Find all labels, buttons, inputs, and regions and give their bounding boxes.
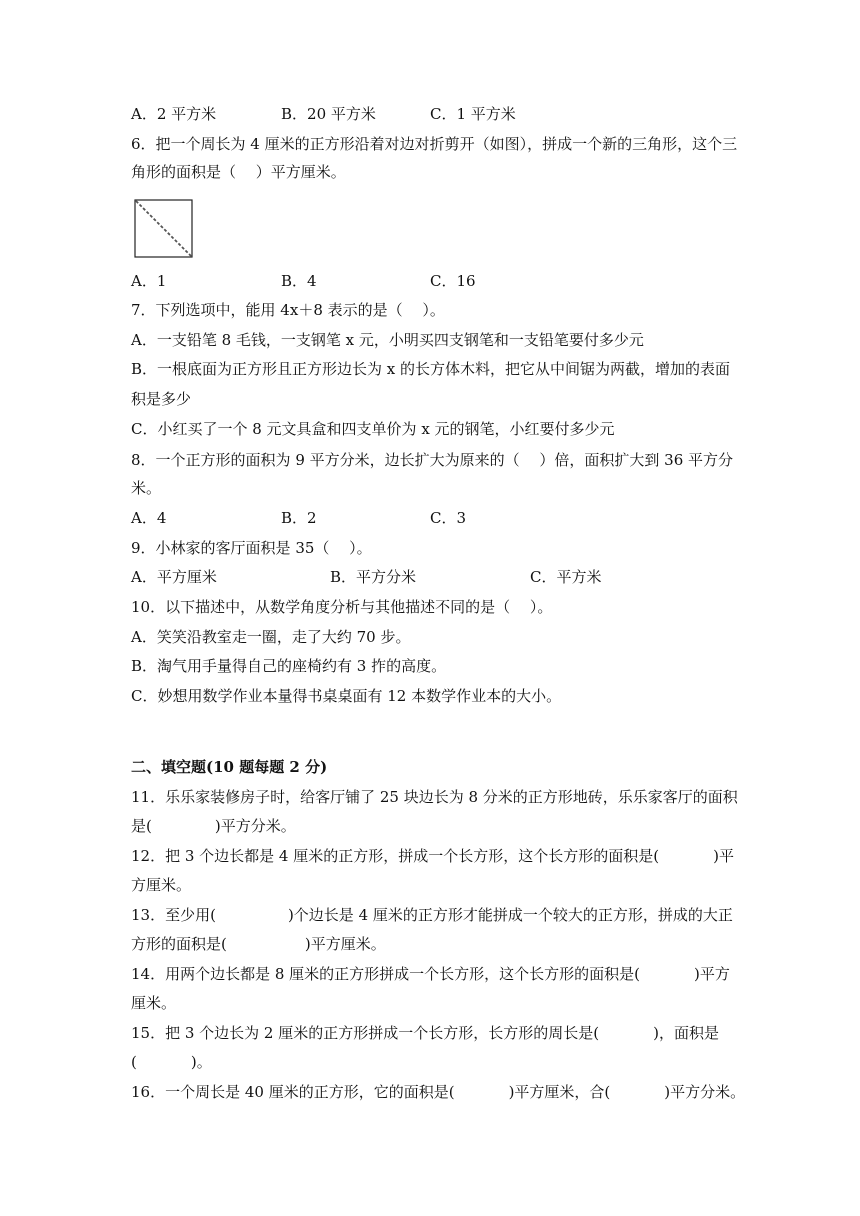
q16-text-a: 16．一个周长是 40 厘米的正方形，它的面积是( [131,1083,455,1101]
q8-option-b: B．2 [281,509,317,527]
cut-diagonal-line [136,201,191,256]
q7-option-b-line2: 积是多少 [131,390,192,408]
q15-text-a: 15．把 3 个边长为 2 厘米的正方形拼成一个长方形，长方形的周长是( [131,1024,600,1042]
q10-option-a: A．笑笑沿教室走一圈，走了大约 70 步。 [131,628,411,646]
folded-square-figure [134,199,194,259]
q5-option-c: C．1 平方米 [430,105,516,123]
q7-option-b-line1: B．一根底面为正方形且正方形边长为 x 的长方体木料，把它从中间锯为两截，增加的表面 [131,360,731,378]
q12-text-a: 12．把 3 个边长都是 4 厘米的正方形，拼成一个长方形，这个长方形的面积是( [131,847,660,865]
q8-option-a: A．4 [131,509,167,527]
q10-stem: 10．以下描述中，从数学角度分析与其他描述不同的是（ ）。 [131,598,553,616]
q12-stem-line2: 方厘米。 [131,876,192,894]
q15-stem-line2 [131,1052,212,1072]
q16-text-b: )平方厘米，合( [508,1083,611,1101]
q10-option-c: C．妙想用数学作业本量得书桌桌面有 12 本数学作业本的大小。 [131,687,562,705]
q9-option-b: B．平方分米 [330,568,417,586]
q14-text-a: 14．用两个边长都是 8 厘米的正方形拼成一个长方形，这个长方形的面积是( [131,965,641,983]
q12-stem-line1 [131,846,734,866]
q13-stem-line2 [131,934,386,954]
q15-text-c: ( [131,1053,137,1071]
q8-stem-line2: 米。 [131,479,162,497]
q15-text-d: )。 [190,1053,212,1071]
q14-stem-line1 [131,964,730,984]
q9-option-a: A．平方厘米 [131,568,217,586]
q16-text-c: )平方分米。 [664,1083,746,1101]
q6-option-c: C．16 [430,272,476,290]
q13-stem-line1 [131,905,733,925]
q11-stem-line1: 11．乐乐家装修房子时，给客厅铺了 25 块边长为 8 分米的正方形地砖，乐乐家客厅的面积 [131,788,738,806]
q15-stem-line1 [131,1023,719,1043]
q9-stem: 9．小林家的客厅面积是 35（ ）。 [131,539,372,557]
q8-option-c: C．3 [430,509,467,527]
q6-option-a: A．1 [131,272,167,290]
q7-option-c: C．小红买了一个 8 元文具盒和四支单价为 x 元的钢笔，小红要付多少元 [131,420,615,438]
q14-text-b: )平方 [694,965,730,983]
q11-text-a: 是( [131,817,152,835]
q8-stem-line1: 8．一个正方形的面积为 9 平方分米，边长扩大为原来的（ ）倍，面积扩大到 36 平方分 [131,451,734,469]
q10-option-b: B．淘气用手量得自己的座椅约有 3 拃的高度。 [131,657,447,675]
q16-stem [131,1082,745,1102]
q9-option-c: C．平方米 [530,568,602,586]
q13-text-b: )个边长是 4 厘米的正方形才能拼成一个较大的正方形，拼成的大正 [287,906,733,924]
q13-text-d: )平方厘米。 [304,935,386,953]
q7-option-a: A．一支铅笔 8 毛钱，一支钢笔 x 元，小明买四支钢笔和一支铅笔要付多少元 [131,331,644,349]
q13-text-a: 13．至少用( [131,906,216,924]
q11-text-b: )平方分米。 [214,817,296,835]
q5-option-b: B．20 平方米 [281,105,376,123]
section-heading-fill-in: 二、填空题(10 题每题 2 分) [131,758,328,776]
q6-stem-line1: 6．把一个周长为 4 厘米的正方形沿着对边对折剪开（如图），拼成一个新的三角形，这个三 [131,135,738,153]
q13-text-c: 方形的面积是( [131,935,227,953]
q6-option-b: B．4 [281,272,317,290]
q6-stem-line2: 角形的面积是（ ）平方厘米。 [131,163,346,181]
q12-text-b: )平 [713,847,734,865]
q11-stem-line2 [131,816,296,836]
q15-text-b: )，面积是 [653,1024,719,1042]
q7-stem: 7．下列选项中，能用 4x＋8 表示的是（ ）。 [131,301,445,319]
q5-option-a: A．2 平方米 [131,105,217,123]
q14-stem-line2: 厘米。 [131,994,177,1012]
